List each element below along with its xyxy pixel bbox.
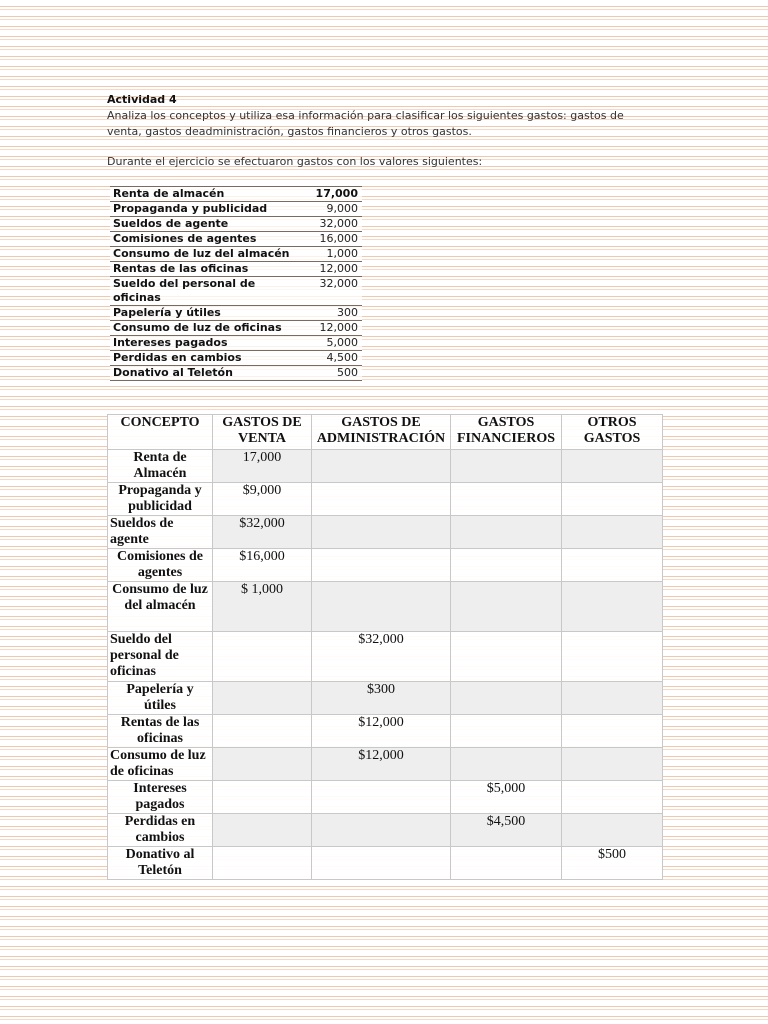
- header-gastos-venta: GASTOS DE VENTA: [213, 415, 312, 450]
- amount-cell-otros: [562, 682, 663, 715]
- value-label: Intereses pagados: [110, 336, 297, 351]
- value-row: [110, 366, 362, 381]
- table-row: [108, 781, 663, 814]
- value-label: Propaganda y publicidad: [110, 202, 297, 217]
- amount-cell-financieros: [451, 582, 562, 632]
- amount-value: $16,000: [239, 549, 285, 564]
- amount-cell-otros: [562, 781, 663, 814]
- value-amount: 12,000: [297, 262, 362, 277]
- amount-value: $ 1,000: [241, 582, 283, 597]
- amount-value: $32,000: [239, 516, 285, 531]
- amount-cell-financieros: [451, 450, 562, 483]
- amount-cell-venta: [213, 781, 312, 814]
- concept-cell: Perdidas en cambios: [108, 814, 213, 847]
- concept-cell: Donativo al Teletón: [108, 847, 213, 880]
- amount-cell-admin: [312, 450, 451, 483]
- value-amount: 5,000: [297, 336, 362, 351]
- value-row: [110, 247, 362, 262]
- amount-cell-admin: [312, 781, 451, 814]
- value-amount: 1,000: [297, 247, 362, 262]
- amount-cell-admin: [312, 483, 451, 516]
- amount-cell-financieros: [451, 483, 562, 516]
- table-row: [108, 632, 663, 682]
- concept-cell: Rentas de las oficinas: [108, 715, 213, 748]
- amount-cell-otros: [562, 847, 663, 880]
- value-row: [110, 306, 362, 321]
- table-row: [108, 748, 663, 781]
- amount-cell-otros: [562, 632, 663, 682]
- amount-cell-admin: [312, 582, 451, 632]
- amount-cell-admin: [312, 814, 451, 847]
- table-row: [108, 715, 663, 748]
- amount-cell-financieros: [451, 847, 562, 880]
- concept-cell: Sueldos de agente: [108, 516, 213, 549]
- amount-cell-admin: [312, 847, 451, 880]
- concept-cell: Propaganda y publicidad: [108, 483, 213, 516]
- amount-cell-venta: [213, 549, 312, 582]
- value-label: Papelería y útiles: [110, 306, 297, 321]
- table-row: [108, 450, 663, 483]
- value-amount: 17,000: [297, 187, 362, 202]
- header-concepto: CONCEPTO: [108, 415, 213, 450]
- amount-cell-otros: [562, 814, 663, 847]
- value-row: [110, 321, 362, 336]
- value-row: [110, 187, 362, 202]
- value-row: [110, 217, 362, 232]
- amount-cell-otros: [562, 516, 663, 549]
- amount-cell-venta: [213, 582, 312, 632]
- amount-cell-admin: [312, 632, 451, 682]
- activity-instruction: Analiza los conceptos y utiliza esa información para clasificar los siguientes gastos: gastos de venta, gastos deadministración, gastos financieros y otros gastos.: [107, 109, 624, 138]
- amount-value: $32,000: [358, 632, 404, 647]
- value-amount: 4,500: [297, 351, 362, 366]
- value-label: Rentas de las oficinas: [110, 262, 297, 277]
- value-label: Sueldos de agente: [110, 217, 297, 232]
- table-row: [108, 682, 663, 715]
- amount-cell-otros: [562, 549, 663, 582]
- table-row: [108, 483, 663, 516]
- value-amount: 16,000: [297, 232, 362, 247]
- value-label: Donativo al Teletón: [110, 366, 297, 381]
- amount-cell-otros: [562, 748, 663, 781]
- amount-cell-financieros: [451, 715, 562, 748]
- value-amount: 9,000: [297, 202, 362, 217]
- value-row: [110, 202, 362, 217]
- concept-cell: Comisiones de agentes: [108, 549, 213, 582]
- value-amount: 300: [297, 306, 362, 321]
- amount-cell-financieros: [451, 814, 562, 847]
- header-gastos-administracion: GASTOS DE ADMINISTRACIÓN: [312, 415, 451, 450]
- amount-cell-admin: [312, 516, 451, 549]
- header-otros-gastos: OTROS GASTOS: [562, 415, 663, 450]
- value-amount: 32,000: [297, 217, 362, 232]
- amount-cell-venta: [213, 632, 312, 682]
- concept-cell: Sueldo del personal de oficinas: [108, 632, 213, 682]
- values-sentence: Durante el ejercicio se efectuaron gastos con los valores siguientes:: [107, 155, 483, 168]
- value-row: [110, 336, 362, 351]
- amount-cell-venta: [213, 516, 312, 549]
- amount-value: $300: [367, 682, 395, 697]
- activity-title: Actividad 4: [107, 93, 177, 106]
- amount-cell-otros: [562, 582, 663, 632]
- value-label: Perdidas en cambios: [110, 351, 297, 366]
- value-row: [110, 351, 362, 366]
- amount-cell-venta: [213, 748, 312, 781]
- concept-cell: Consumo de luz del almacén: [108, 582, 213, 632]
- classification-table: [107, 414, 663, 880]
- value-row: [110, 232, 362, 247]
- value-label: Renta de almacén: [110, 187, 297, 202]
- value-label: Consumo de luz de oficinas: [110, 321, 297, 336]
- value-amount: 12,000: [297, 321, 362, 336]
- header-gastos-financieros: GASTOS FINANCIEROS: [451, 415, 562, 450]
- amount-cell-venta: [213, 847, 312, 880]
- table-row: [108, 549, 663, 582]
- concept-cell: Consumo de luz de oficinas: [108, 748, 213, 781]
- amount-cell-otros: [562, 450, 663, 483]
- amount-value: 17,000: [242, 450, 282, 465]
- concept-cell: Intereses pagados: [108, 781, 213, 814]
- amount-value: $5,000: [486, 781, 526, 796]
- table-row: [108, 814, 663, 847]
- amount-value: $4,500: [486, 814, 526, 829]
- value-row: [110, 277, 362, 306]
- value-label: Sueldo del personal de oficinas: [110, 277, 297, 306]
- amount-cell-venta: [213, 715, 312, 748]
- amount-cell-venta: [213, 483, 312, 516]
- amount-cell-financieros: [451, 781, 562, 814]
- amount-cell-financieros: [451, 549, 562, 582]
- amount-cell-venta: [213, 682, 312, 715]
- amount-cell-otros: [562, 715, 663, 748]
- intro-block: [107, 92, 627, 170]
- amount-value: $12,000: [358, 715, 404, 730]
- amount-cell-financieros: [451, 516, 562, 549]
- amount-value: $9,000: [242, 483, 282, 498]
- value-row: [110, 262, 362, 277]
- expense-values-list: [110, 186, 362, 381]
- amount-value: $12,000: [358, 748, 404, 763]
- value-label: Consumo de luz del almacén: [110, 247, 297, 262]
- table-header-row: [108, 415, 663, 450]
- amount-value: $500: [598, 847, 626, 862]
- amount-cell-admin: [312, 549, 451, 582]
- amount-cell-financieros: [451, 682, 562, 715]
- amount-cell-admin: [312, 748, 451, 781]
- amount-cell-admin: [312, 715, 451, 748]
- amount-cell-venta: [213, 450, 312, 483]
- table-row: [108, 847, 663, 880]
- amount-cell-financieros: [451, 632, 562, 682]
- concept-cell: Papelería y útiles: [108, 682, 213, 715]
- concept-cell: Renta de Almacén: [108, 450, 213, 483]
- table-row: [108, 516, 663, 549]
- value-amount: 32,000: [297, 277, 362, 306]
- value-amount: 500: [297, 366, 362, 381]
- value-label: Comisiones de agentes: [110, 232, 297, 247]
- amount-cell-otros: [562, 483, 663, 516]
- amount-cell-financieros: [451, 748, 562, 781]
- amount-cell-venta: [213, 814, 312, 847]
- amount-cell-admin: [312, 682, 451, 715]
- table-row: [108, 582, 663, 632]
